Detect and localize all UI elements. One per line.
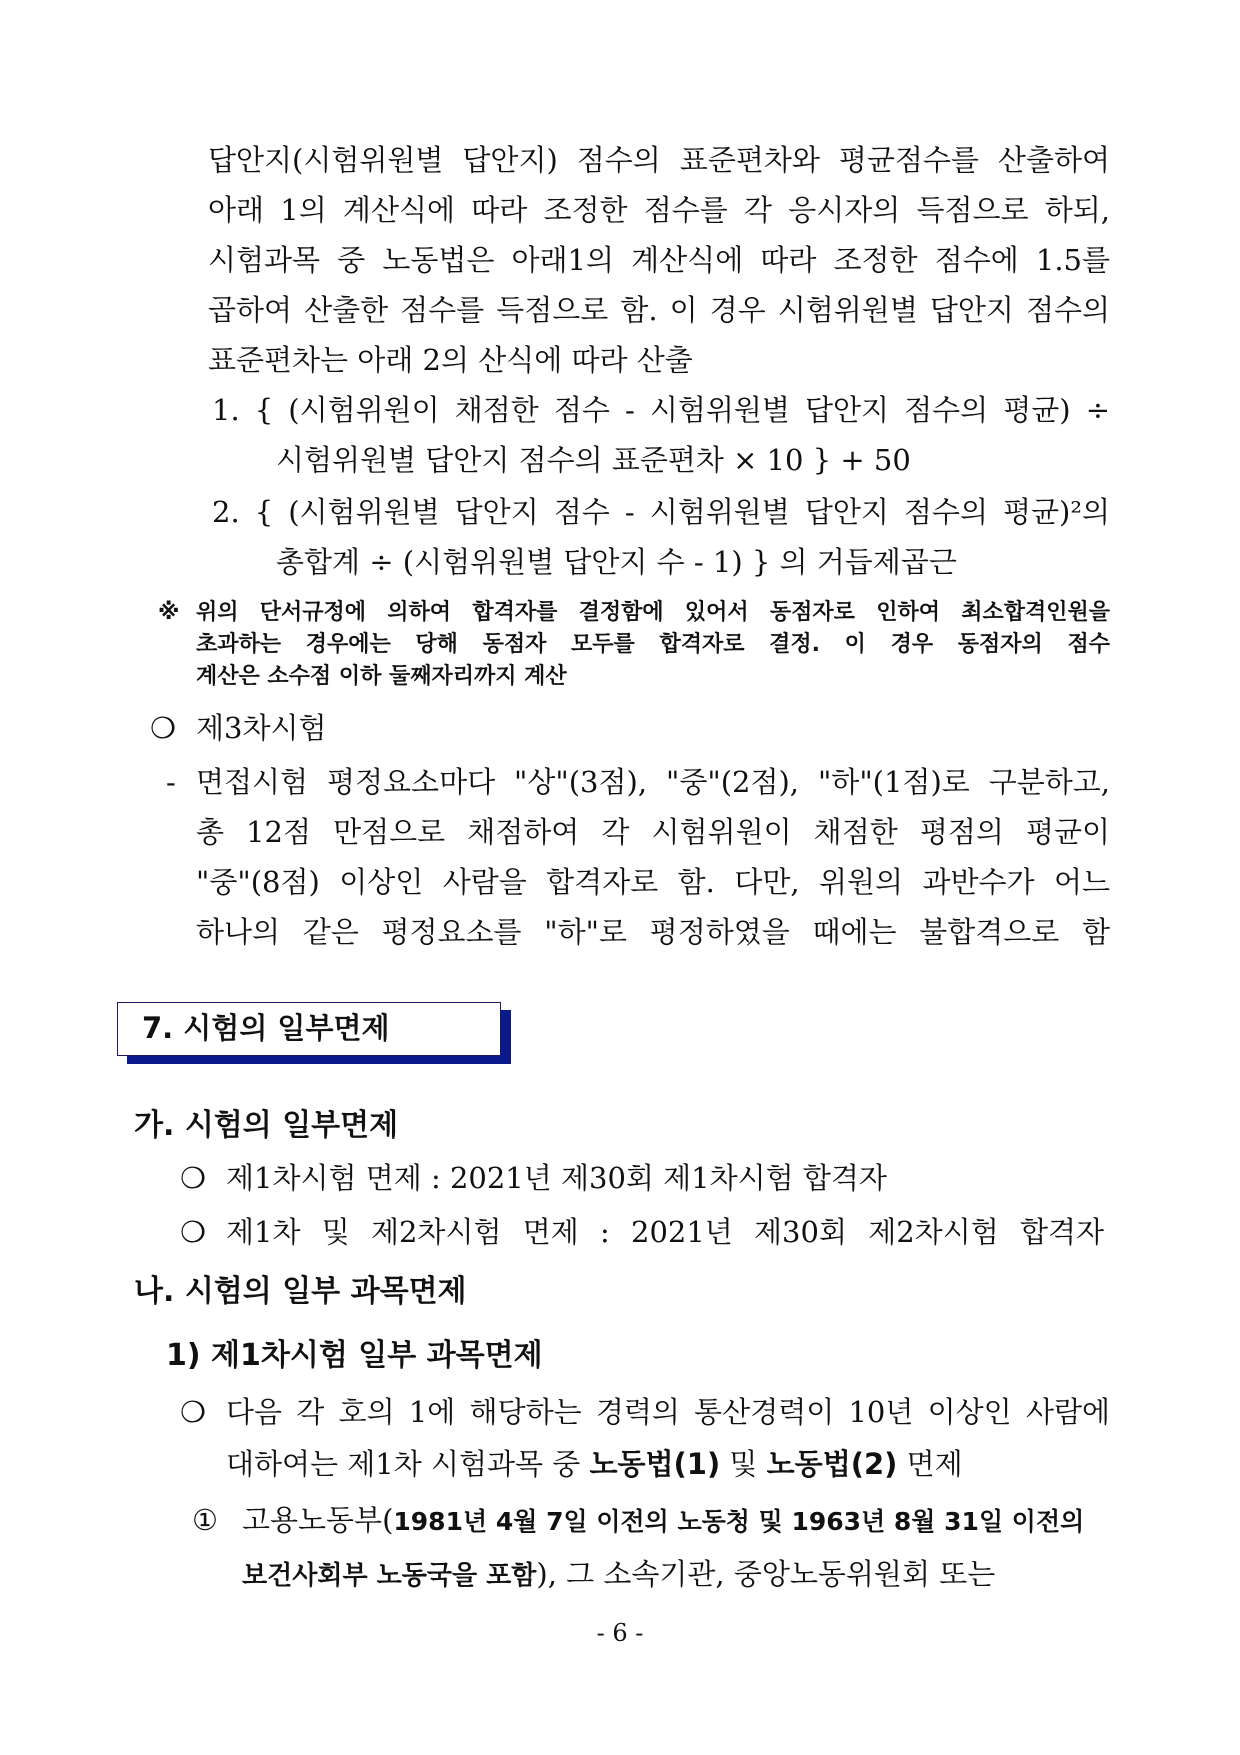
body-line: 면접시험 평정요소마다 "상"(3점), "중"(2점), "하"(1점)로 구분하고, xyxy=(196,765,1110,799)
body-line: 대하여는 제1차 시험과목 중 노동법(1) 및 노동법(2) 면제 xyxy=(226,1447,963,1481)
bullet-icon: ❍ xyxy=(180,1215,206,1249)
body-line: 아래 1의 계산식에 따라 조정한 점수를 각 응시자의 득점으로 하되, xyxy=(208,193,1110,227)
dash-mark: - xyxy=(166,765,176,799)
subsection-title-na: 나. 시험의 일부 과목면제 xyxy=(134,1274,467,1309)
formula-2-line-2: 총합계 ÷ (시험위원별 답안지 수 - 1) } 의 거듭제곱근 xyxy=(276,545,957,579)
body-line: 시험과목 중 노동법은 아래1의 계산식에 따라 조정한 점수에 1.5를 xyxy=(208,243,1110,277)
body-line: 답안지(시험위원별 답안지) 점수의 표준편차와 평균점수를 산출하여 xyxy=(208,143,1110,177)
body-line: 하나의 같은 평정요소를 "하"로 평정하였을 때에는 불합격으로 함 xyxy=(196,915,1110,949)
body-line: 총 12점 만점으로 채점하여 각 시험위원이 채점한 평점의 평균이 xyxy=(196,815,1110,849)
emphasis-text: 노동법(2) xyxy=(766,1447,898,1481)
page-number: - 6 - xyxy=(596,1619,644,1647)
formula-1-line-2: 시험위원별 답안지 점수의 표준편차 × 10 } + 50 xyxy=(276,443,911,477)
list-item: 제1차 및 제2차시험 면제 : 2021년 제30회 제2차시험 합격자 xyxy=(226,1215,1104,1249)
body-line: 보건사회부 노동국을 포함), 그 소속기관, 중앙노동위원회 또는 xyxy=(242,1557,996,1591)
bullet-icon: ❍ xyxy=(180,1161,206,1195)
body-line: 다음 각 호의 1에 해당하는 경력의 통산경력이 10년 이상인 사람에 xyxy=(226,1395,1110,1429)
section-header-box xyxy=(117,1002,501,1056)
subsection-title-ga: 가. 시험의 일부면제 xyxy=(134,1108,399,1143)
body-line: 고용노동부(1981년 4월 7일 이전의 노동청 및 1963년 8월 31일 이전의 xyxy=(242,1503,1085,1537)
section-title: 7. 시험의 일부면제 xyxy=(142,1011,390,1045)
emphasis-text: 노동법(1) xyxy=(589,1447,721,1481)
body-line: 표준편차는 아래 2의 산식에 따라 산출 xyxy=(208,343,693,377)
note-line: 초과하는 경우에는 당해 동점자 모두를 합격자로 결정. 이 경우 동점자의 점수 xyxy=(196,632,1110,657)
bullet-icon: ❍ xyxy=(150,711,176,745)
note-mark: ※ xyxy=(158,600,180,625)
note-line: 계산은 소수점 이하 둘째자리까지 계산 xyxy=(196,664,567,689)
body-line: "중"(8점) 이상인 사람을 합격자로 함. 다만, 위원의 과반수가 어느 xyxy=(196,865,1110,899)
list-item: 제1차시험 면제 : 2021년 제30회 제1차시험 합격자 xyxy=(226,1161,887,1195)
sub-subsection-title: 1) 제1차시험 일부 과목면제 xyxy=(166,1338,543,1373)
body-line: 곱하여 산출한 점수를 득점으로 함. 이 경우 시험위원별 답안지 점수의 xyxy=(208,293,1110,327)
circled-number-1: ① xyxy=(192,1503,218,1537)
note-line: 위의 단서규정에 의하여 합격자를 결정함에 있어서 동점자로 인하여 최소합격인원을 xyxy=(196,600,1110,625)
formula-2-line-1: 2. { (시험위원별 답안지 점수 - 시험위원별 답안지 점수의 평균)²의 xyxy=(212,495,1110,529)
bullet-icon: ❍ xyxy=(180,1395,206,1429)
formula-1-line-1: 1. { (시험위원이 채점한 점수 - 시험위원별 답안지 점수의 평균) ÷ xyxy=(212,393,1110,427)
third-exam-title: 제3차시험 xyxy=(196,711,327,745)
